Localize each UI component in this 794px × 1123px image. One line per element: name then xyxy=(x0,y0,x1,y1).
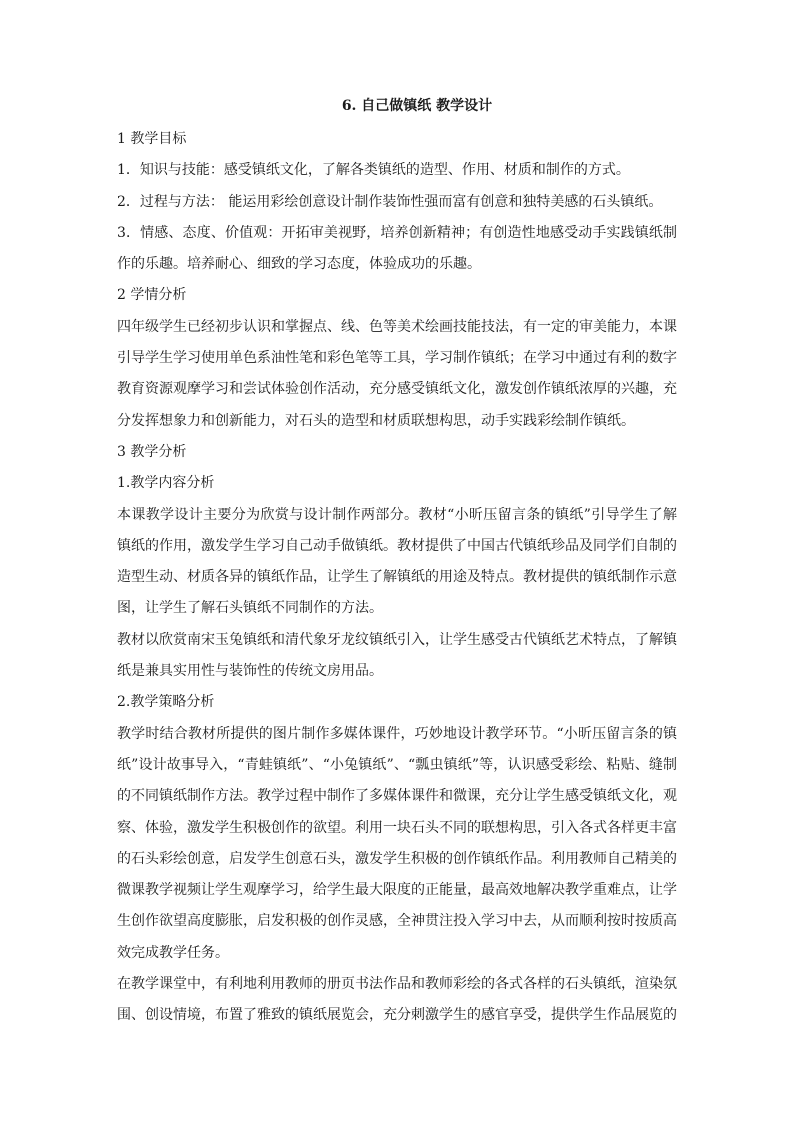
content-analysis-paragraph-1: 本课教学设计主要分为欣赏与设计制作两部分。教材“小昕压留言条的镇纸”引导学生了解镇纸的作用，激发学生学习自己动手做镇纸。教材提供了中国古代镇纸珍品及同学们自制的造型生动、材质各异的镇纸作品，让学生了解镇纸的用途及特点。教材提供的镇纸制作示意图，让学生了解石头镇纸不同制作的方法。 xyxy=(117,506,677,617)
document-page xyxy=(117,96,677,1032)
document-title: 6. 自己做镇纸 教学设计 xyxy=(341,98,493,114)
student-analysis-paragraph: 四年级学生已经初步认识和掌握点、线、色等美术绘画技能技法，有一定的审美能力，本课引导学生学习使用单色系油性笔和彩色笔等工具，学习制作镇纸；在学习中通过有利的数字教育资源观摩学习和尝试体验创作活动，充分感受镇纸文化，激发创作镇纸浓厚的兴趣，充分发挥想象力和创新能力，对石头的造型和材质联想构思，动手实践彩绘制作镇纸。 xyxy=(117,318,677,429)
goal-emotion-attitude: 3．情感、态度、价值观：开拓审美视野，培养创新精神；有创造性地感受动手实践镇纸制作的乐趣。培养耐心、细致的学习态度，体验成功的乐趣。 xyxy=(117,224,677,273)
subheading-strategy-analysis: 2.教学策略分析 xyxy=(117,694,215,711)
subheading-content-analysis: 1.教学内容分析 xyxy=(117,475,215,492)
section-heading-teaching-analysis: 3 教学分析 xyxy=(117,443,187,460)
section-heading-student-analysis: 2 学情分析 xyxy=(117,287,187,304)
content-analysis-paragraph-2: 教材以欣赏南宋玉兔镇纸和清代象牙龙纹镇纸引入，让学生感受古代镇纸艺术特点，了解镇纸是兼具实用性与装饰性的传统文房用品。 xyxy=(117,631,677,680)
goal-knowledge-skills: 1．知识与技能：感受镇纸文化，了解各类镇纸的造型、作用、材质和制作的方式。 xyxy=(117,162,630,179)
section-heading-teaching-goals: 1 教学目标 xyxy=(117,131,187,147)
strategy-analysis-paragraph-1: 教学时结合教材所提供的图片制作多媒体课件，巧妙地设计教学环节。“小昕压留言条的镇纸”设计故事导入，“青蛙镇纸”、“小兔镇纸”、“瓢虫镇纸”等，认识感受彩绘、粘贴、缝制的不同镇纸制作方法。教学过程中制作了多媒体课件和微课，充分让学生感受镇纸文化，观察、体验，激发学生积极创作的欲望。利用一块石头不同的联想构思，引入各式各样更丰富的石头彩绘创意，启发学生创意石头，激发学生积极的创作镇纸作品。利用教师自己精美的微课教学视频让学生观摩学习，给学生最大限度的正能量，最高效地解决教学重难点，让学生创作欲望高度膨胀，启发积极的创作灵感，全神贯注投入学习中去，从而顺利按时按质高效完成教学任务。 xyxy=(117,725,677,961)
goal-process-methods: 2．过程与方法： 能运用彩绘创意设计制作装饰性强而富有创意和独特美感的石头镇纸。 xyxy=(117,193,663,210)
strategy-analysis-paragraph-2: 在教学课堂中，有利地利用教师的册页书法作品和教师彩绘的各式各样的石头镇纸，渲染氛围、创设情境，布置了雅致的镇纸展览会，充分刺激学生的感官享受，提供学生作品展览的 xyxy=(117,976,677,1024)
